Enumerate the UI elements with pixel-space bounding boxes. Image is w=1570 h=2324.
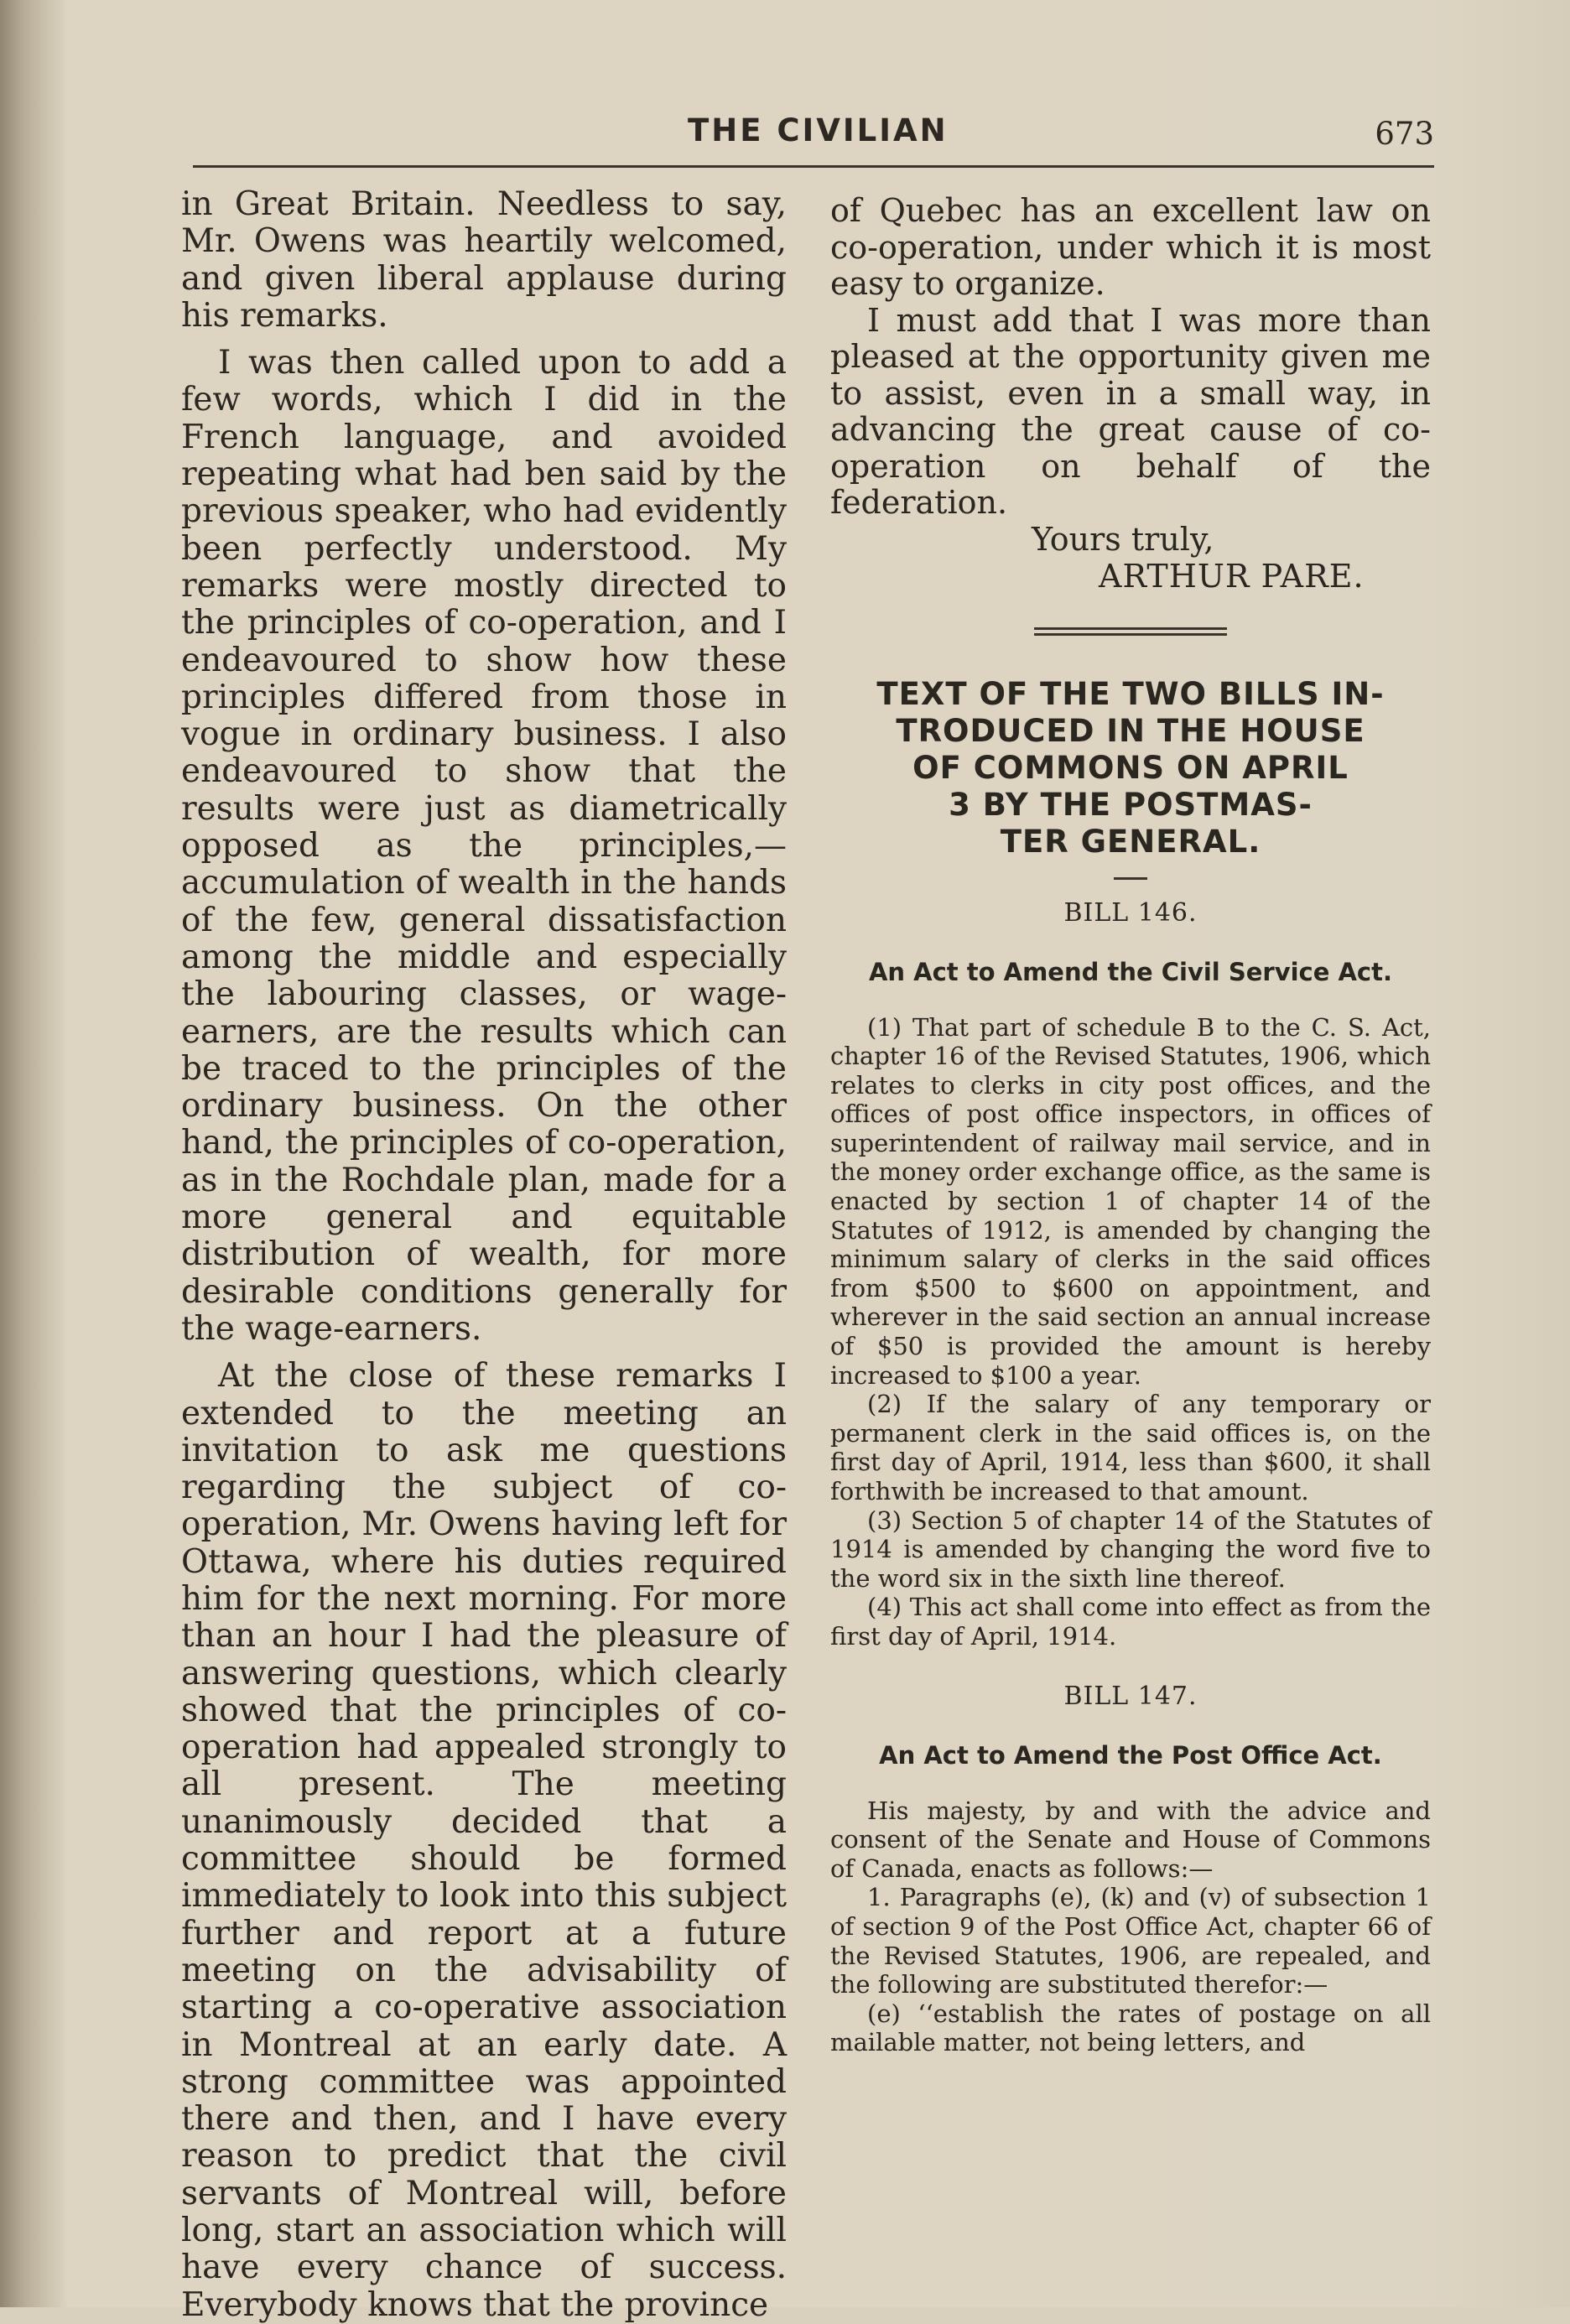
bill-147-title: An Act to Amend the Post Office Act. <box>879 1740 1382 1770</box>
running-title: THE CIVILIAN <box>688 112 949 148</box>
page-number: 673 <box>1375 116 1434 152</box>
bill-146-clause: (1) That part of schedule B to the C. S. Act, chapter 16 of the Revised Statutes, 1906, which relates to clerks in city post offices, and the offices of post office inspectors, in offices of superintendent of railway mail service, and in the money order exchange office, as the same is enacted by section 1 of chapter 14 of the Statutes of 1912, is amended by changing the minimum salary of clerks in the said offices from $500 to $600 on appointment, and wherever in the said section an annual increase of $50 is provided the amount is hereby increased to $100 a year. <box>830 1012 1431 1390</box>
bill-146-clause: (4) This act shall come into effect as from the first day of April, 1914. <box>830 1593 1431 1651</box>
bill-147-text <box>830 1796 1431 2057</box>
headline-line: TER GENERAL. <box>1000 823 1261 860</box>
letter-signature: ARTHUR PARE. <box>1099 557 1365 595</box>
bill-147-label: BILL 147. <box>1063 1681 1198 1711</box>
left-paragraph: I was then called upon to add a few words, which I did in the French language, and avoided repeating what had ben said by the previous speaker, who had evidently been perfectly understood. My remarks were mostly directed to the principles of co-operation, and I endeavoured to show how these principles differed from those in vogue in ordinary business. I also endeavoured to show that the results were just as diametrically opposed as the principles,—accumulation of wealth in the hands of the few, general dissatisfaction among the middle and especially the labouring classes, or wage-earners, are the results which can be traced to the principles of the ordinary business. On the other hand, the principles of co-operation, as in the Rochdale plan, made for a more general and equitable distribution of wealth, for more desirable conditions generally for the wage-earners. <box>181 344 787 1348</box>
bill-147-clause: 1. Paragraphs (e), (k) and (v) of subsection 1 of section 9 of the Post Office Act, chapter 66 of the Revised Statutes, 1906, are repealed, and the following are substituted therefor:— <box>830 1883 1431 1999</box>
left-paragraph: in Great Britain. Needless to say, Mr. Owens was heartily welcomed, and given liberal applause during his remarks. <box>181 185 787 335</box>
bill-146-clause: (3) Section 5 of chapter 14 of the Statutes of 1914 is amended by changing the word five to the word six in the sixth line thereof. <box>830 1505 1431 1593</box>
left-column <box>181 186 787 2324</box>
letter-paragraph: of Quebec has an excellent law on co-operation, under which it is most easy to organize. <box>830 192 1431 302</box>
bill-146-title: An Act to Amend the Civil Service Act. <box>868 957 1393 986</box>
page-header <box>193 107 1434 158</box>
bill-147-clause: His majesty, by and with the advice and consent of the Senate and House of Commons of Canada, enacts as follows:— <box>830 1796 1431 1883</box>
headline-dash <box>1114 877 1147 880</box>
section-divider <box>1034 627 1227 636</box>
letter-closing: Yours truly, <box>1032 520 1214 558</box>
headline-line: 3 BY THE POSTMAS- <box>949 786 1313 823</box>
right-column <box>830 193 1431 2057</box>
bill-146-text <box>830 1013 1431 1651</box>
bill-146-clause: (2) If the salary of any temporary or permanent clerk in the said offices is, on the first day of April, 1914, less than $600, it shall forthwith be increased to that amount. <box>830 1390 1431 1505</box>
bill-147-clause: (e) ‘‘establish the rates of postage on all mailable matter, not being letters, and <box>830 1999 1431 2057</box>
letter-continuation <box>830 193 1431 522</box>
article-headline <box>830 676 1431 860</box>
header-rule <box>193 165 1434 168</box>
bill-146-label: BILL 146. <box>1063 897 1198 928</box>
letter-paragraph: I must add that I was more than pleased at the opportunity given me to assist, even in a small way, in advancing the great cause of co-operation on behalf of the federation. <box>830 301 1431 521</box>
headline-line: OF COMMONS ON APRIL <box>912 749 1349 786</box>
headline-line: TEXT OF THE TWO BILLS IN- <box>876 675 1385 712</box>
page-spine-shadow <box>0 0 67 2307</box>
left-paragraph: At the close of these remarks I extended to the meeting an invitation to ask me questions regarding the subject of co-operation, Mr. Owens having left for Ottawa, where his duties required him for the next morning. For more than an hour I had the pleasure of answering questions, which clearly showed that the principles of co-operation had appealed strongly to all present. The meeting unanimously decided that a committee should be formed immediately to look into this subject further and report at a future meeting on the advisability of starting a co-operative association in Montreal at an early date. A strong committee was appointed there and then, and I have every reason to predict that the civil servants of Montreal will, before long, start an association which will have every chance of success. Everybody knows that the province <box>181 1357 787 2324</box>
headline-line: TRODUCED IN THE HOUSE <box>896 712 1365 749</box>
